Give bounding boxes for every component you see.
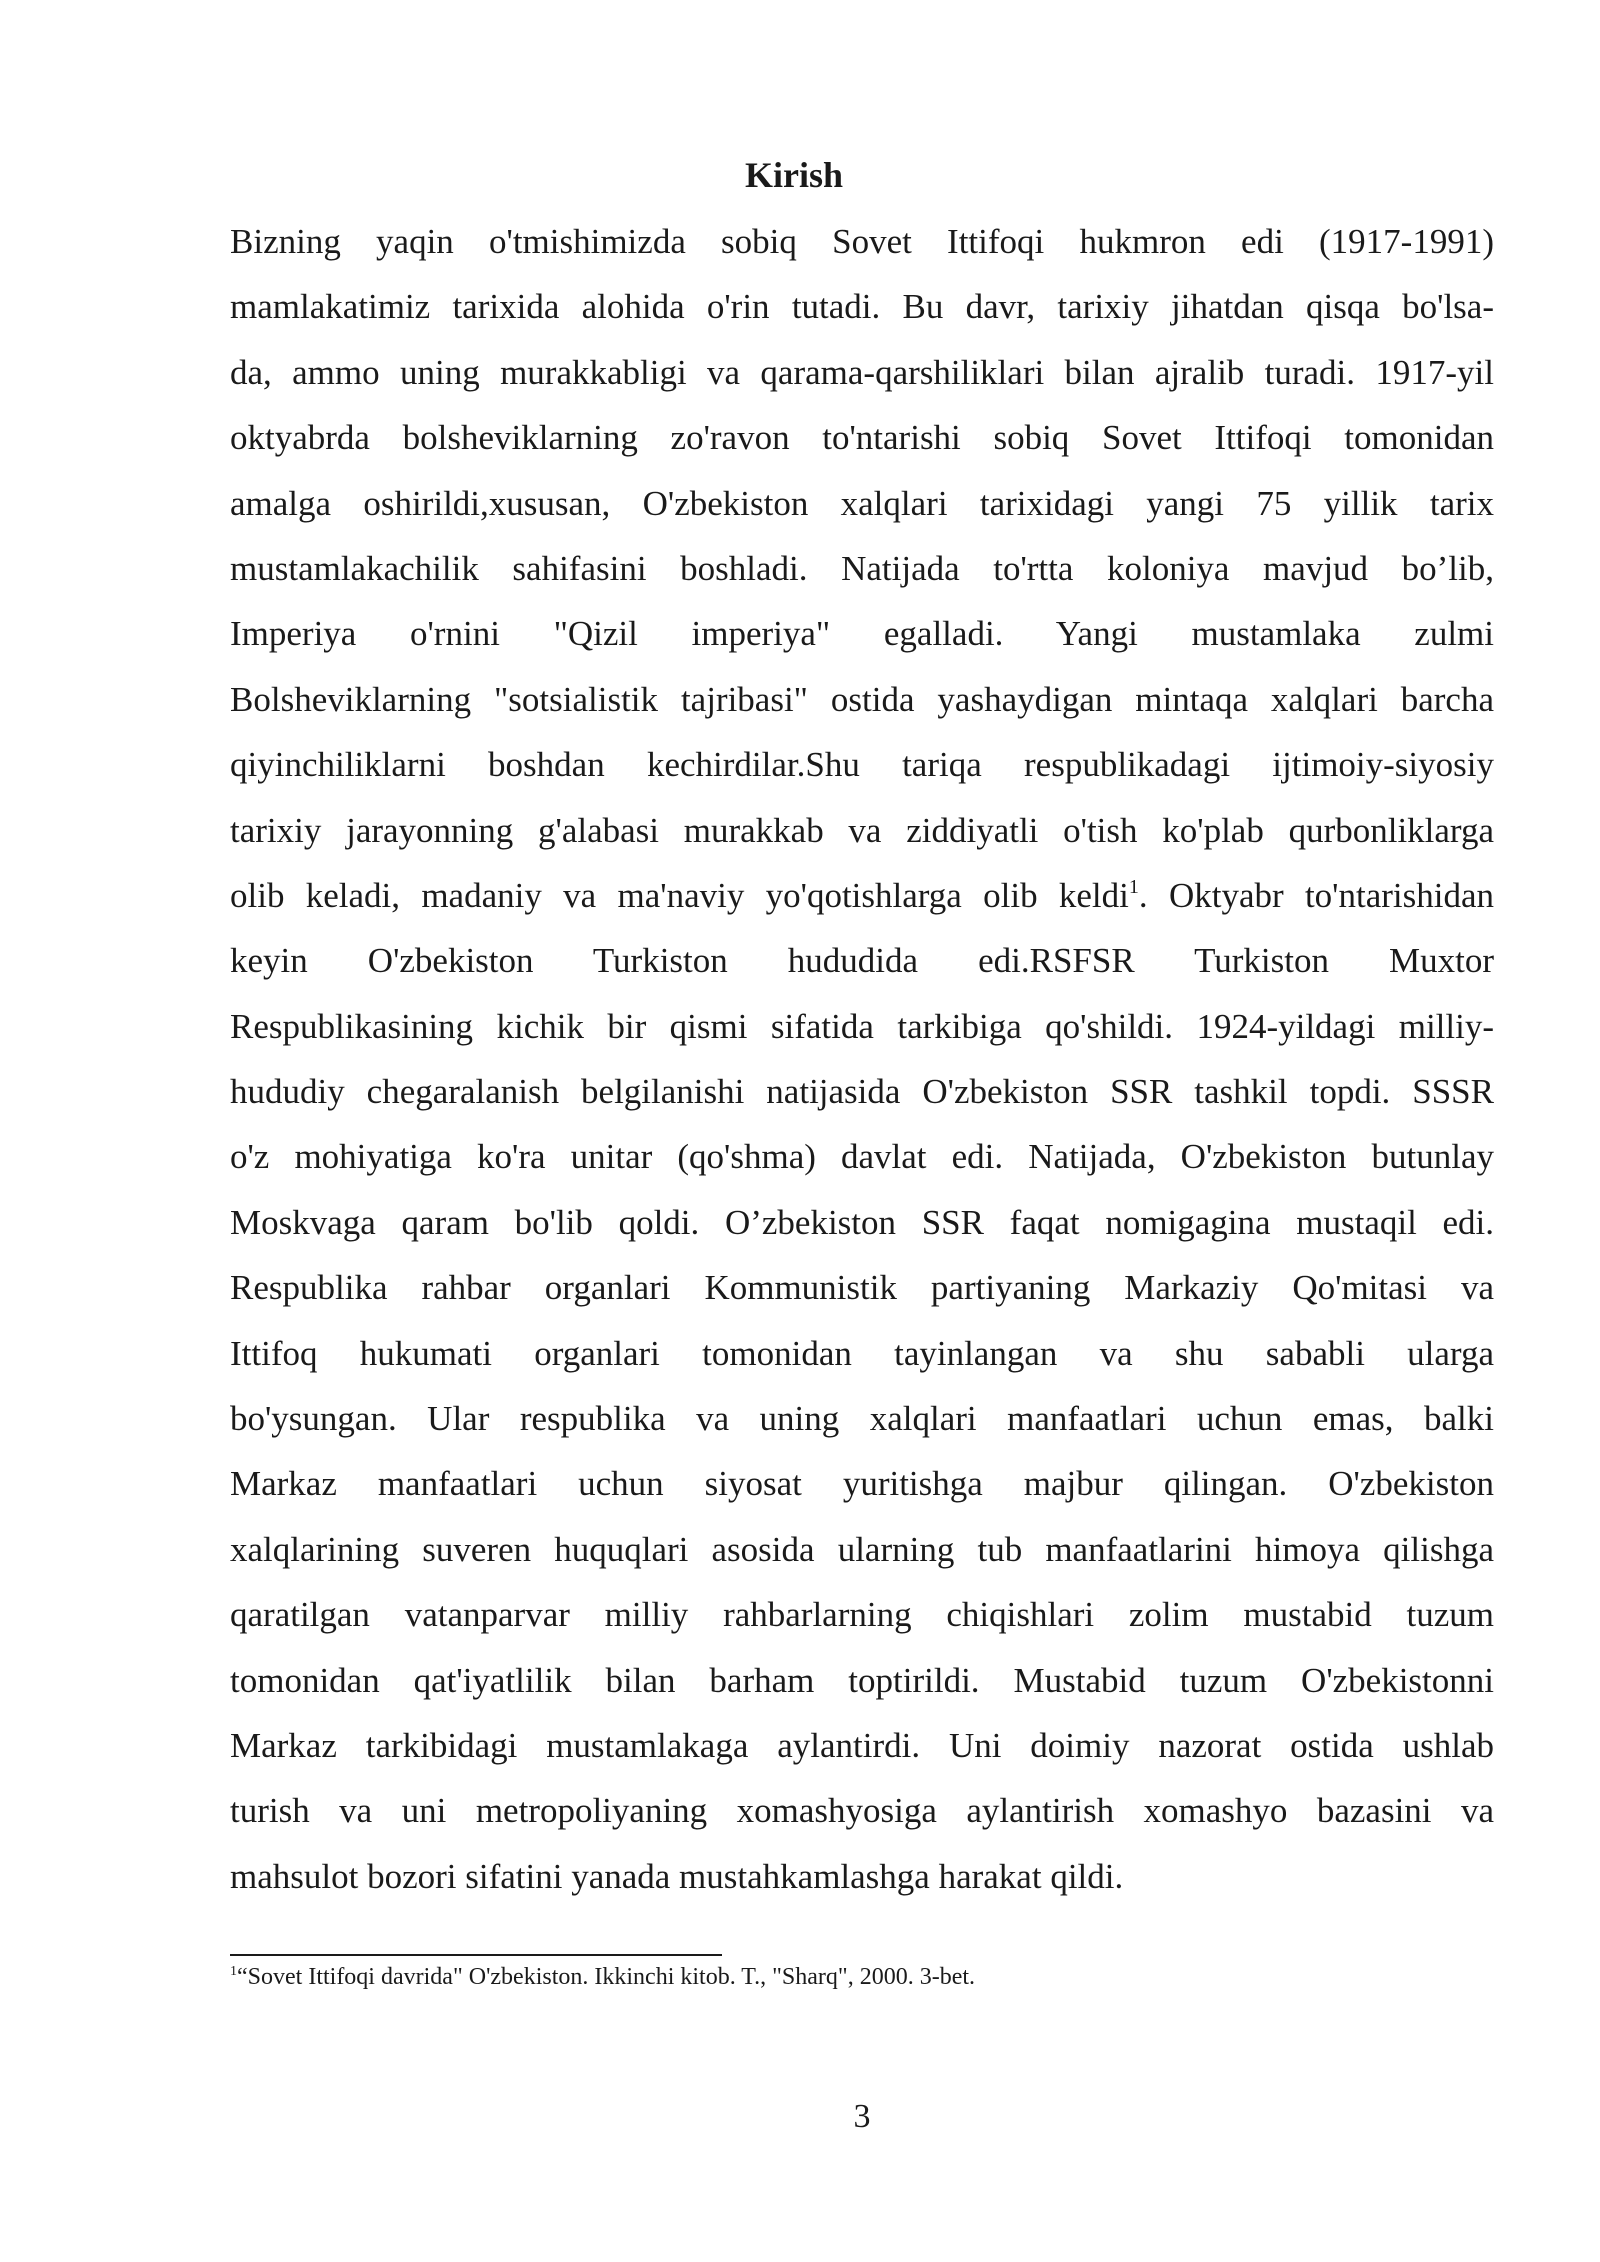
text-line: Moskvaga qaram bo'lib qoldi. O’zbekiston SSR faqat nomigagina mustaqil edi. [230, 1202, 1494, 1242]
section-title: Kirish [744, 155, 843, 195]
text-line: mamlakatimiz tarixida alohida o'rin tutadi. Bu davr, tarixiy jihatdan qisqa bo'lsa- [230, 287, 1494, 327]
text-line-last: mahsulot bozori sifatini yanada mustahkamlashga harakat qildi. [230, 1856, 1124, 1896]
text-line: o'z mohiyatiga ko'ra unitar (qo'shma) davlat edi. Natijada, O'zbekiston butunlay [230, 1137, 1494, 1177]
text-line: tomonidan qat'iyatlilik bilan barham toptirildi. Mustabid tuzum O'zbekistonni [230, 1660, 1494, 1700]
text-line: Respublika rahbar organlari Kommunistik partiyaning Markaziy Qo'mitasi va [230, 1268, 1494, 1308]
text-line: Ittifoq hukumati organlari tomonidan tayinlangan va shu sababli ularga [230, 1333, 1494, 1373]
text-line: qaratilgan vatanparvar milliy rahbarlarning chiqishlari zolim mustabid tuzum [230, 1595, 1494, 1635]
footnote-separator [230, 1954, 722, 1956]
text-line: keyin O'zbekiston Turkiston hududida edi.RSFSR Turkiston Muxtor [230, 941, 1494, 981]
text-line: tarixiy jarayonning g'alabasi murakkab va ziddiyatli o'tish ko'plab qurbonliklarga [230, 810, 1494, 850]
text-line: da, ammo uning murakkabligi va qarama-qarshiliklari bilan ajralib turadi. 1917-yil [230, 352, 1494, 392]
text-line-segment: olib keladi, madaniy va ma'naviy yo'qotishlarga olib keldi [230, 875, 1129, 915]
text-line-segment: . Oktyabr to'ntarishidan [1138, 875, 1494, 915]
text-line: amalga oshirildi,xususan, O'zbekiston xalqlari tarixidagi yangi 75 yillik tarix [230, 483, 1494, 523]
footnote [230, 1961, 1494, 1993]
body-paragraph [230, 214, 1494, 1914]
text-line: Bolsheviklarning "sotsialistik tajribasi" ostida yashaydigan mintaqa xalqlari barcha [230, 679, 1494, 719]
text-line: xalqlarining suveren huquqlari asosida ularning tub manfaatlarini himoya qilishga [230, 1529, 1494, 1569]
text-line: Bizning yaqin o'tmishimizda sobiq Sovet Ittifoqi hukmron edi (1917-1991) [230, 222, 1494, 261]
text-line: Respublikasining kichik bir qismi sifatida tarkibiga qo'shildi. 1924-yildagi milliy- [230, 1006, 1494, 1046]
text-line: Imperiya o'rnini "Qizil imperiya" egalladi. Yangi mustamlaka zulmi [230, 614, 1494, 654]
text-line: Markaz manfaatlari uchun siyosat yuritishga majbur qilingan. O'zbekiston [230, 1464, 1494, 1504]
text-line: bo'ysungan. Ular respublika va uning xalqlari manfaatlari uchun emas, balki [230, 1399, 1494, 1439]
text-line: qiyinchiliklarni boshdan kechirdilar.Shu tariqa respublikadagi ijtimoiy-siyosiy [230, 745, 1494, 785]
text-line: mustamlakachilik sahifasini boshladi. Natijada to'rtta koloniya mavjud bo’lib, [230, 548, 1494, 588]
footnote-reference[interactable]: 1 [1128, 875, 1139, 898]
footnote-text: “Sovet Ittifoqi davrida" O'zbekiston. Ikkinchi kitob. T., "Sharq", 2000. 3-bet. [237, 1964, 976, 1990]
text-line: hududiy chegaralanish belgilanishi natijasida O'zbekiston SSR tashkil topdi. SSSR [230, 1072, 1494, 1112]
text-line: oktyabrda bolsheviklarning zo'ravon to'ntarishi sobiq Sovet Ittifoqi tomonidan [230, 418, 1494, 458]
text-line: turish va uni metropoliyaning xomashyosiga aylantirish xomashyo bazasini va [230, 1791, 1494, 1831]
text-line-with-footnote [230, 868, 1494, 933]
page-number: 3 [853, 2098, 871, 2135]
text-line: Markaz tarkibidagi mustamlakaga aylantirdi. Uni doimiy nazorat ostida ushlab [230, 1725, 1494, 1765]
footnote-marker: 1 [230, 1964, 237, 1979]
